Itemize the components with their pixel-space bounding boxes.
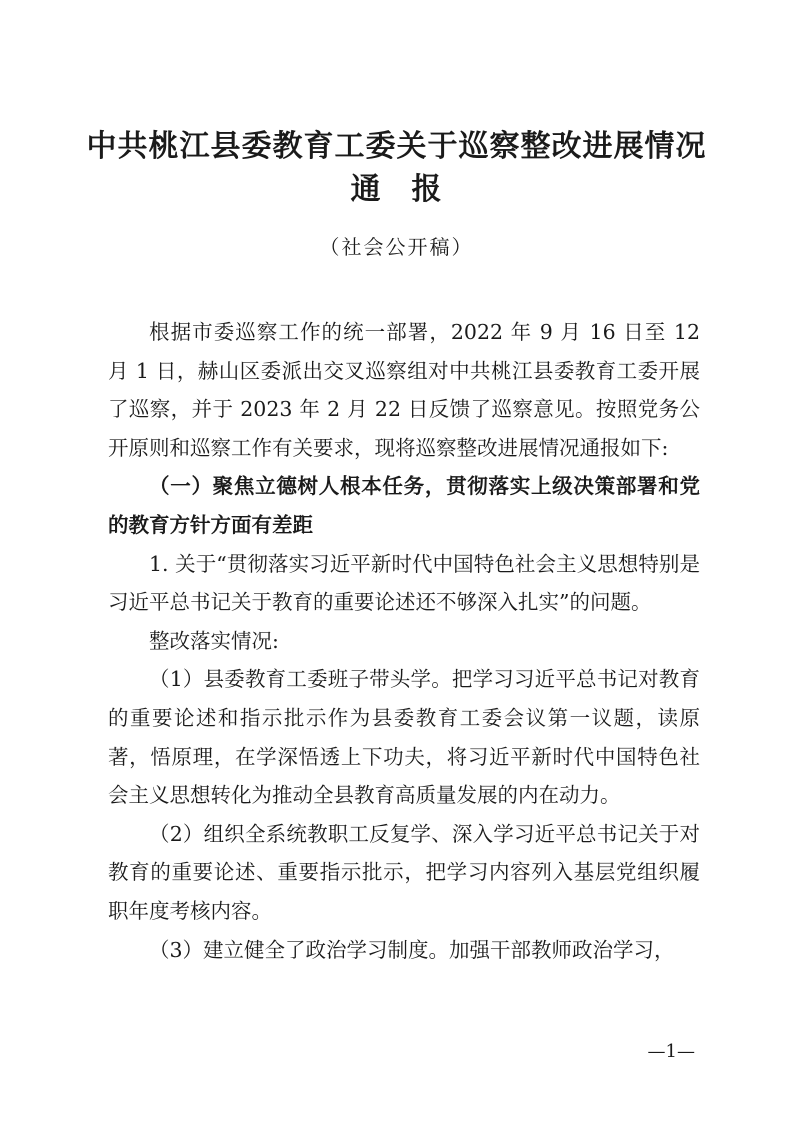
document-subtitle: （社会公开稿） bbox=[319, 235, 474, 259]
title-char-2: 报 bbox=[411, 172, 443, 207]
paragraph: 1. 关于“贯彻落实习近平新时代中国特色社会主义思想特别是习近平总书记关于教育的重要论述还不够深入扎实”的问题。 bbox=[108, 551, 700, 615]
paragraph: （3）建立健全了政治学习制度。加强干部教师政治学习， bbox=[149, 937, 675, 962]
paragraph: （1）县委教育工委班子带头学。把学习习近平总书记对教育的重要论述和指示批示作为县委教育工委会议第一议题，读原著，悟原理，在学深悟透上下功夫，将习近平新时代中国特色社会主义思想转化为推动全县教育高质量发展的内在动力。 bbox=[108, 667, 700, 808]
paragraph: 整改落实情况: bbox=[149, 628, 279, 653]
paragraph: （2）组织全系统教职工反复学、深入学习近平总书记关于对教育的重要论述、重要指示批示，把学习内容列入基层党组织履职年度考核内容。 bbox=[108, 821, 700, 923]
document-title-line2 bbox=[0, 170, 793, 210]
section-heading: （一）聚焦立德树人根本任务，贯彻落实上级决策部署和党的教育方针方面有差距 bbox=[108, 474, 700, 537]
document-body bbox=[108, 313, 700, 969]
document-title: 中共桃江县委教育工委关于巡察整改进展情况 bbox=[86, 129, 707, 164]
title-char-1: 通 bbox=[350, 172, 382, 207]
paragraph: 根据市委巡察工作的统一部署，2022 年 9 月 16 日至 12 月 1 日，赫山区委派出交叉巡察组对中共桃江县委教育工委开展了巡察，并于 2023 年 2 月 22 日反馈了巡察意见。按照党务公开原则和巡察工作有关要求，现将巡察整改进展情况通报如下: bbox=[108, 320, 700, 460]
page-number: —1— bbox=[647, 1041, 695, 1062]
